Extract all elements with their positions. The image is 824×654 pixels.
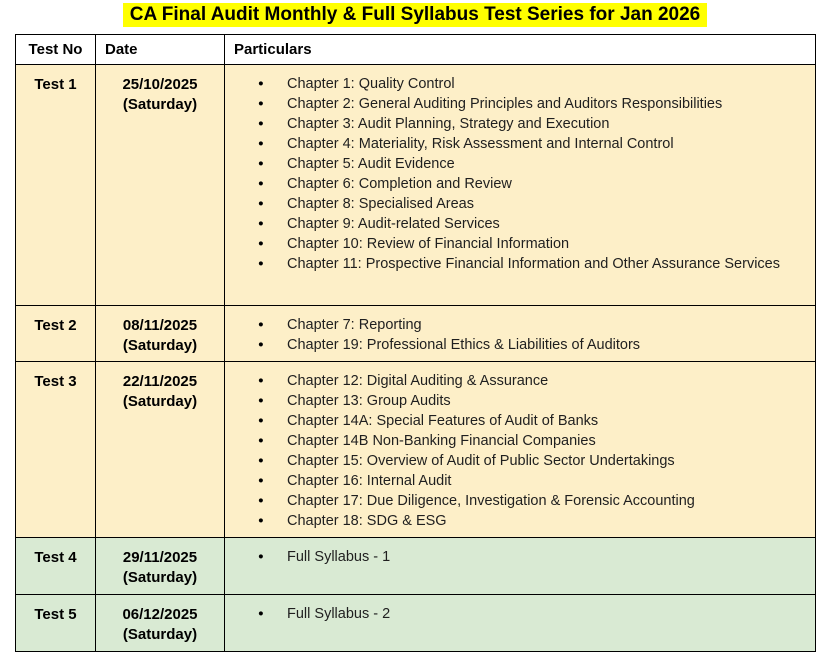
page — [0, 3, 824, 654]
list-item: ● Chapter 14B Non-Banking Financial Companies — [230, 431, 805, 451]
particulars-cell — [225, 362, 816, 538]
list-item: ● Chapter 11: Prospective Financial Information and Other Assurance Services — [230, 254, 805, 274]
syllabus-list — [230, 547, 805, 567]
table-row-test-3 — [16, 362, 816, 538]
list-item: ● Chapter 14A: Special Features of Audit of Banks — [230, 411, 805, 431]
test-no-cell: Test 2 — [16, 306, 96, 362]
date-weekday: (Saturday) — [122, 337, 198, 354]
list-item: ● Chapter 2: General Auditing Principles and Auditors Responsibilities — [230, 94, 805, 114]
date-value: 29/11/2025 — [122, 549, 198, 566]
list-item: ● Chapter 10: Review of Financial Information — [230, 234, 805, 254]
date-value: 22/11/2025 — [122, 373, 198, 390]
column-header-date: Date — [96, 35, 225, 65]
list-item: ● Full Syllabus - 1 — [230, 547, 805, 567]
page-title-container — [15, 3, 815, 30]
list-item: ● Chapter 1: Quality Control — [230, 74, 805, 94]
list-item: ● Chapter 18: SDG & ESG — [230, 511, 805, 531]
date-weekday: (Saturday) — [122, 569, 198, 586]
list-item: ● Chapter 6: Completion and Review — [230, 174, 805, 194]
chapter-list — [230, 74, 805, 274]
list-item: ● Chapter 16: Internal Audit — [230, 471, 805, 491]
date-weekday: (Saturday) — [122, 393, 198, 410]
syllabus-list — [230, 604, 805, 624]
date-cell — [96, 306, 225, 362]
date-cell — [96, 538, 225, 595]
test-schedule-table — [15, 34, 816, 652]
test-no-cell: Test 1 — [16, 65, 96, 306]
list-item: ● Chapter 15: Overview of Audit of Public Sector Undertakings — [230, 451, 805, 471]
list-item: ● Chapter 9: Audit-related Services — [230, 214, 805, 234]
date-value: 08/11/2025 — [122, 317, 198, 334]
list-item: ● Chapter 7: Reporting — [230, 315, 805, 335]
list-item: ● Chapter 13: Group Audits — [230, 391, 805, 411]
table-row-test-1 — [16, 65, 816, 306]
date-weekday: (Saturday) — [122, 626, 198, 643]
test-no-cell: Test 4 — [16, 538, 96, 595]
particulars-cell — [225, 538, 816, 595]
particulars-cell — [225, 65, 816, 306]
date-cell — [96, 595, 225, 652]
list-item: ● Full Syllabus - 2 — [230, 604, 805, 624]
list-item: ● Chapter 5: Audit Evidence — [230, 154, 805, 174]
list-item: ● Chapter 3: Audit Planning, Strategy and Execution — [230, 114, 805, 134]
date-value: 06/12/2025 — [122, 606, 198, 623]
list-item: ● Chapter 8: Specialised Areas — [230, 194, 805, 214]
chapter-list — [230, 315, 805, 355]
test-no-cell: Test 3 — [16, 362, 96, 538]
list-item: ● Chapter 19: Professional Ethics & Liabilities of Auditors — [230, 335, 805, 355]
date-value: 25/10/2025 — [122, 76, 198, 93]
list-item: ● Chapter 4: Materiality, Risk Assessment and Internal Control — [230, 134, 805, 154]
list-item: ● Chapter 12: Digital Auditing & Assurance — [230, 371, 805, 391]
column-header-particulars: Particulars — [225, 35, 816, 65]
table-row-test-5 — [16, 595, 816, 652]
table-header-row — [16, 35, 816, 65]
list-item: ● Chapter 17: Due Diligence, Investigation & Forensic Accounting — [230, 491, 805, 511]
chapter-list — [230, 371, 805, 531]
particulars-cell — [225, 595, 816, 652]
date-cell — [96, 362, 225, 538]
date-weekday: (Saturday) — [122, 96, 198, 113]
column-header-test-no: Test No — [16, 35, 96, 65]
table-row-test-2 — [16, 306, 816, 362]
date-cell — [96, 65, 225, 306]
page-title: CA Final Audit Monthly & Full Syllabus Test Series for Jan 2026 — [123, 3, 707, 27]
test-no-cell: Test 5 — [16, 595, 96, 652]
table-row-test-4 — [16, 538, 816, 595]
particulars-cell — [225, 306, 816, 362]
